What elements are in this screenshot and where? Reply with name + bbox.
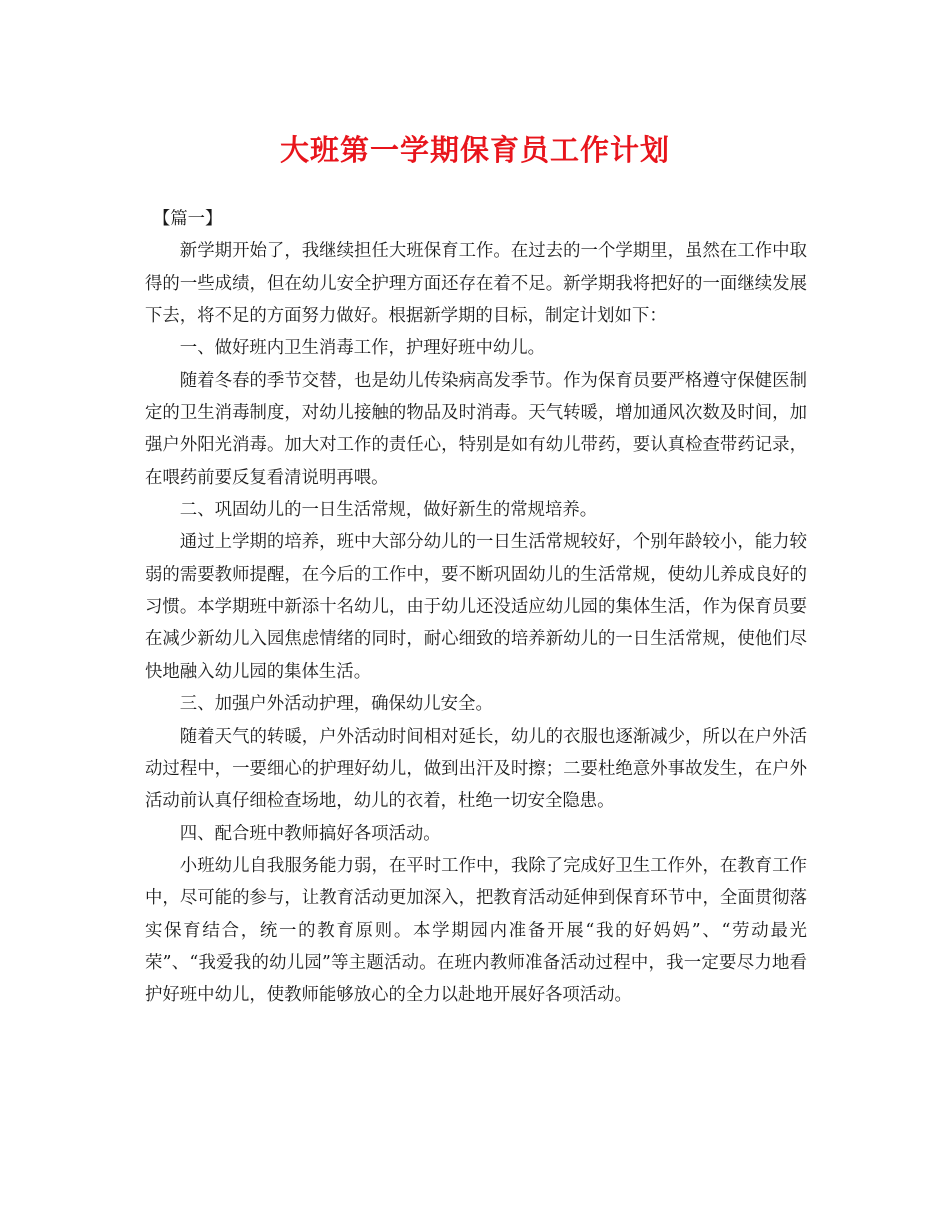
heading-item-2: 二、巩固幼儿的一日生活常规，做好新生的常规培养。: [179, 500, 598, 521]
heading-item-4: 四、配合班中教师搞好各项活动。: [179, 823, 441, 844]
heading-item-1: 一、做好班内卫生消毒工作，护理好班中幼儿。: [179, 338, 546, 359]
document-body: [145, 203, 807, 1012]
paragraph-item-3: 随着天气的转暖，户外活动时间相对延长，幼儿的衣服也逐渐减少，所以在户外活动过程中，一要细心的护理好幼儿，做到出汗及时擦；二要杜绝意外事故发生，在户外活动前认真仔细检查场地，幼儿的衣着，杜绝一切安全隐患。: [145, 726, 807, 812]
paragraph-item-2: 通过上学期的培养，班中大部分幼儿的一日生活常规较好，个别年龄较小，能力较弱的需要教师提醒，在今后的工作中，要不断巩固幼儿的生活常规，使幼儿养成良好的习惯。本学期班中新添十名幼儿，由于幼儿还没适应幼儿园的集体生活，作为保育员要在减少新幼儿入园焦虑情绪的同时，耐心细致的培养新幼儿的一日生活常规，使他们尽快地融入幼儿园的集体生活。: [145, 532, 807, 682]
section-label: 【篇一】: [152, 209, 223, 229]
paragraph-item-4: 小班幼儿自我服务能力弱，在平时工作中，我除了完成好卫生工作外，在教育工作中，尽可能的参与，让教育活动更加深入，把教育活动延伸到保育环节中，全面贯彻落实保育结合，统一的教育原则。本学期园内准备开展“我的好妈妈”、“劳动最光荣”、“我爱我的幼儿园”等主题活动。在班内教师准备活动过程中，我一定要尽力地看护好班中幼儿，使教师能够放心的全力以赴地开展好各项活动。: [145, 855, 807, 1006]
heading-item-3: 三、加强户外活动护理，确保幼儿安全。: [179, 694, 493, 715]
paragraph-intro: 新学期开始了，我继续担任大班保育工作。在过去的一个学期里，虽然在工作中取得的一些成绩，但在幼儿安全护理方面还存在着不足。新学期我将把好的一面继续发展下去，将不足的方面努力做好。根据新学期的目标，制定计划如下：: [145, 241, 807, 327]
document-title: 大班第一学期保育员工作计划: [279, 133, 670, 167]
paragraph-item-1: 随着冬春的季节交替，也是幼儿传染病高发季节。作为保育员要严格遵守保健医制定的卫生消毒制度，对幼儿接触的物品及时消毒。天气转暖，增加通风次数及时间，加强户外阳光消毒。加大对工作的责任心，特别是如有幼儿带药，要认真检查带药记录，在喂药前要反复看清说明再喂。: [145, 370, 807, 488]
